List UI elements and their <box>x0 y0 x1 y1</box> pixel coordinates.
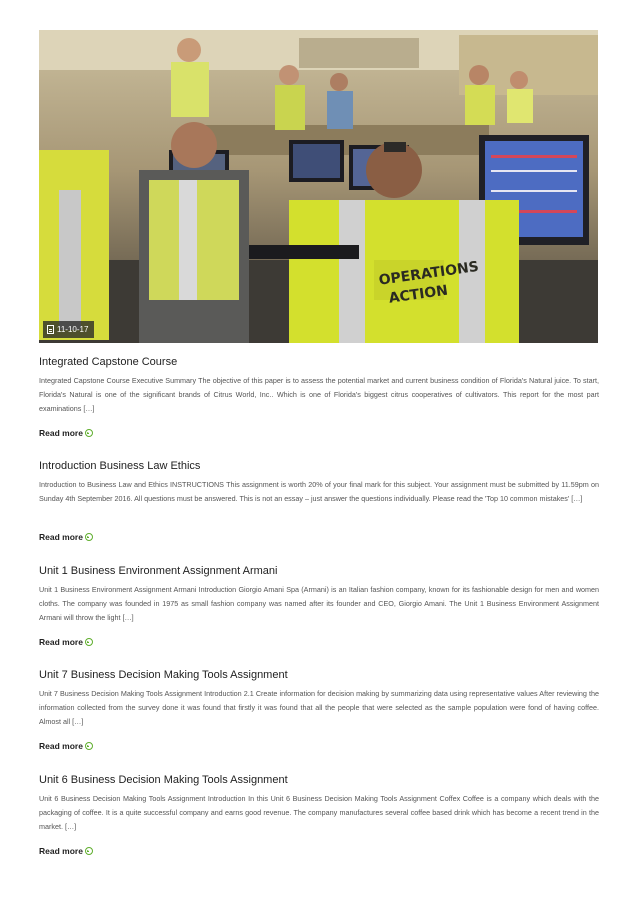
read-more-link[interactable] <box>39 637 93 647</box>
svg-text:OPERATIONS: OPERATIONS <box>377 258 480 289</box>
post-item <box>39 355 599 441</box>
read-more-label: Read more <box>39 637 83 647</box>
post-item <box>39 459 599 545</box>
date-badge <box>43 321 94 338</box>
read-more-label: Read more <box>39 428 83 438</box>
featured-image[interactable] <box>39 30 598 343</box>
post-excerpt: Integrated Capstone Course Executive Summary The objective of this paper is to assess the potential market and current business condition of Florida's Natural juice. To start, Florida's Natural is one of the significant brands of Citrus World, Inc.. Which is one of Florida's biggest citrus cooperatives of cultivators. This report for the most part examinations […] <box>39 376 599 414</box>
post-excerpt: Unit 6 Business Decision Making Tools Assignment Introduction In this Unit 6 Business Decision Making Tools Assignment Coffex Coffee is a company which deals with the packaging of coffee. It is a quite successful company and earns good revenue. The company manufactures several coffee based drink which has become a recent trend in the market. […] <box>39 794 599 832</box>
read-more-link[interactable] <box>39 532 93 542</box>
operations-photo-icon <box>39 30 598 343</box>
arrow-right-circle-icon <box>85 638 93 646</box>
post-title[interactable]: Introduction Business Law Ethics <box>39 460 201 472</box>
read-more-link[interactable] <box>39 741 93 751</box>
post-title[interactable]: Unit 6 Business Decision Making Tools Assignment <box>39 774 288 786</box>
read-more-label: Read more <box>39 532 83 542</box>
arrow-right-circle-icon <box>85 429 93 437</box>
post-item <box>39 668 599 754</box>
arrow-right-circle-icon <box>85 533 93 541</box>
post-excerpt: Unit 1 Business Environment Assignment Armani Introduction Giorgio Amani Spa (Armani) is an Italian fashion company, known for its fashionable design for men and women cloths. The company was founded in 1975 as small fashion company was named after its founder and CEO, Giorgio Amani. The Unit 1 Business Environment Assignment Armani will throw the light […] <box>39 585 599 623</box>
arrow-right-circle-icon <box>85 742 93 750</box>
post-title[interactable]: Unit 7 Business Decision Making Tools Assignment <box>39 669 288 681</box>
post-item <box>39 564 599 650</box>
document-icon <box>47 325 54 334</box>
read-more-link[interactable] <box>39 846 93 856</box>
post-excerpt: Introduction to Business Law and Ethics INSTRUCTIONS This assignment is worth 20% of your final mark for this subject. Your assignment must be submitted by 11.59pm on Sunday 4th September 2016. All questions must be answered. This is not an essay – just answer the questions individually. Please read the 'Top 10 common mistakes' […] <box>39 480 599 504</box>
read-more-label: Read more <box>39 846 83 856</box>
arrow-right-circle-icon <box>85 847 93 855</box>
post-item <box>39 773 599 859</box>
read-more-label: Read more <box>39 741 83 751</box>
read-more-link[interactable] <box>39 428 93 438</box>
svg-text:ACTION: ACTION <box>387 282 449 307</box>
post-title[interactable]: Unit 1 Business Environment Assignment Armani <box>39 565 278 577</box>
post-title[interactable]: Integrated Capstone Course <box>39 356 178 368</box>
post-date: 11-10-17 <box>57 325 89 334</box>
post-excerpt: Unit 7 Business Decision Making Tools Assignment Introduction 2.1 Create information for decision making by summarizing data using representative values After reviewing the information collected from the survey done it was found that firstly it was found that all the people that were selected as the sample population were fond of having coffee. Almost all […] <box>39 689 599 727</box>
